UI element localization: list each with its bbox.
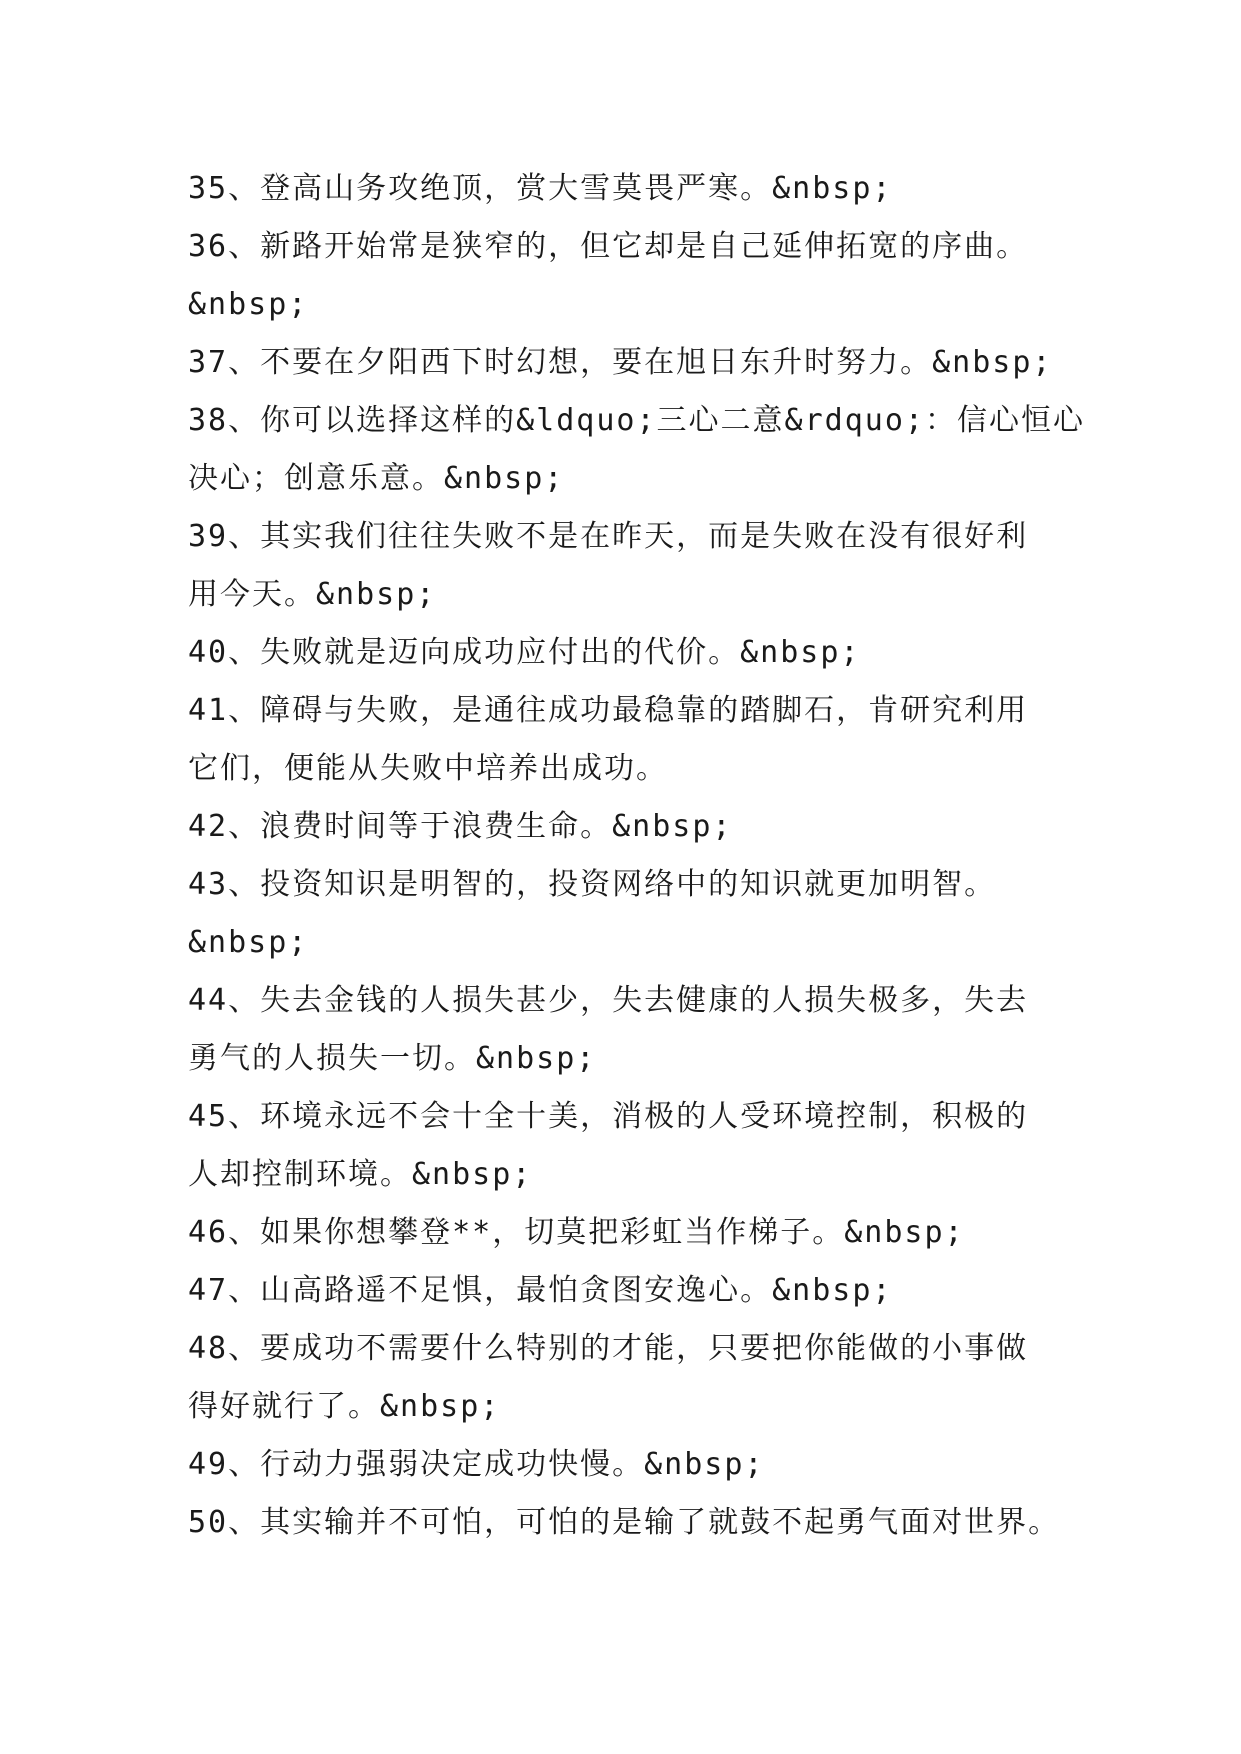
text-line: 50、其实输并不可怕，可怕的是输了就鼓不起勇气面对世界。 xyxy=(188,1505,1061,1540)
text-line: 48、要成功不需要什么特别的才能，只要把你能做的小事做 xyxy=(188,1331,1029,1366)
document-body xyxy=(188,160,1085,1552)
text-line: 39、其实我们往往失败不是在昨天，而是失败在没有很好利 xyxy=(188,519,1029,554)
text-line: &nbsp; xyxy=(188,287,309,322)
text-line: 用今天。&nbsp; xyxy=(188,577,437,612)
text-line: 它们，便能从失败中培养出成功。 xyxy=(188,751,668,786)
text-line: 38、你可以选择这样的&ldquo;三心二意&rdquo;：信心恒心 xyxy=(188,403,1085,438)
text-line: 49、行动力强弱决定成功快慢。&nbsp; xyxy=(188,1447,765,1482)
text-line: 45、环境永远不会十全十美，消极的人受环境控制，积极的 xyxy=(188,1099,1029,1134)
text-line: 35、登高山务攻绝顶，赏大雪莫畏严寒。&nbsp; xyxy=(188,171,893,206)
text-line: 41、障碍与失败，是通往成功最稳靠的踏脚石，肯研究利用 xyxy=(188,693,1029,728)
text-line: 44、失去金钱的人损失甚少，失去健康的人损失极多，失去 xyxy=(188,983,1029,1018)
text-line: 42、浪费时间等于浪费生命。&nbsp; xyxy=(188,809,733,844)
text-line: 47、山高路遥不足惧，最怕贪图安逸心。&nbsp; xyxy=(188,1273,893,1308)
text-line: 勇气的人损失一切。&nbsp; xyxy=(188,1041,597,1076)
text-line: &nbsp; xyxy=(188,925,309,960)
text-line: 40、失败就是迈向成功应付出的代价。&nbsp; xyxy=(188,635,861,670)
text-line: 46、如果你想攀登**，切莫把彩虹当作梯子。&nbsp; xyxy=(188,1215,965,1250)
text-line: 36、新路开始常是狭窄的，但它却是自己延伸拓宽的序曲。 xyxy=(188,229,1029,264)
text-line: 37、不要在夕阳西下时幻想，要在旭日东升时努力。&nbsp; xyxy=(188,345,1053,380)
text-line: 43、投资知识是明智的，投资网络中的知识就更加明智。 xyxy=(188,867,997,902)
text-line: 决心；创意乐意。&nbsp; xyxy=(188,461,565,496)
text-line: 得好就行了。&nbsp; xyxy=(188,1389,501,1424)
text-line: 人却控制环境。&nbsp; xyxy=(188,1157,533,1192)
